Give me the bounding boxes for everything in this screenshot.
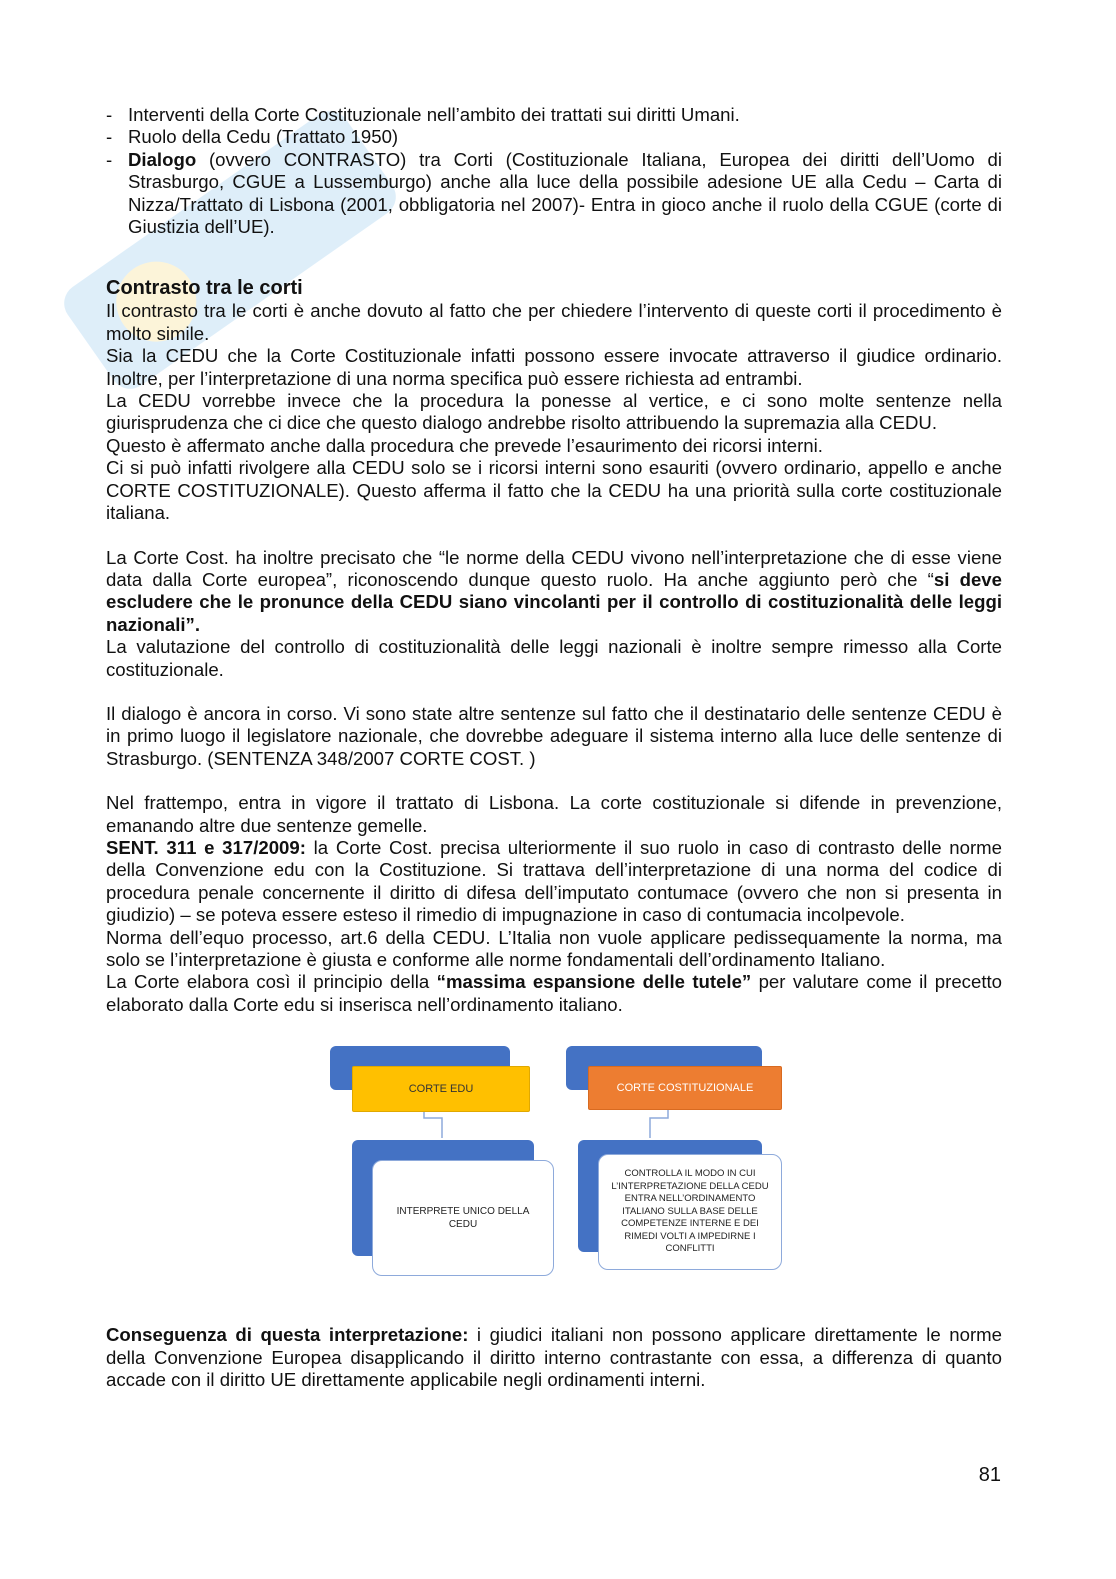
paragraph: SENT. 311 e 317/2009: la Corte Cost. precisa ulteriormente il suo ruolo in caso di contrasto delle norme della Convenzione edu con la Costituzione. Si trattava dell’interpretazione di una norma del codice di procedura penale concernente il diritto di difesa dell’imputato contumace (ovvero che non si presenta in giudizio) – se poteva essere esteso il rimedio di impugnazione in caso di contumacia incolpevole. bbox=[106, 836, 1002, 926]
bullet-list bbox=[106, 104, 1002, 238]
bullet-item: - Ruolo della Cedu (Trattato 1950) bbox=[106, 126, 399, 148]
paragraph: Norma dell’equo processo, art.6 della CEDU. L’Italia non vuole applicare pedissequamente la norma, ma solo se l’interpretazione è giusta e conforme alle norme fondamentali dell’ordinamento Italiano. bbox=[106, 926, 1002, 970]
paragraph: La Corte Cost. ha inoltre precisato che “le norme della CEDU vivono nell’interpretazione che di esse viene data dalla Corte europea”, riconoscendo dunque questo ruolo. Ha anche aggiunto però che “si deve escludere che le pronunce della CEDU siano vincolanti per il controllo di costituzionalità delle leggi nazionali”. bbox=[106, 546, 1002, 635]
page-number: 81 bbox=[978, 1464, 1001, 1486]
paragraph: Questo è affermato anche dalla procedura che prevede l’esaurimento dei ricorsi interni. bbox=[106, 434, 823, 456]
bullet-item: - Dialogo (ovvero CONTRASTO) tra Corti (Costituzionale Italiana, Europea dei diritti dell’Uomo di Strasburgo, CGUE a Lussemburgo) anche alla luce della possibile adesione UE alla Cedu – Carta di Nizza/Trattato di Lisbona (2001, obbligatoria nel 2007)- Entra in gioco anche il ruolo della CGUE (corte di Giustizia dell’UE). bbox=[106, 148, 1002, 238]
paragraph: Conseguenza di questa interpretazione: i giudici italiani non possono applicare direttamente le norme della Convenzione Europea disapplicando il diritto interno contrastante con essa, a differenza di quanto accade con il diritto UE direttamente applicabile negli ordinamenti interni. bbox=[106, 1324, 1002, 1391]
corte-costituzionale-label: CORTE COSTITUZIONALE bbox=[588, 1066, 782, 1110]
paragraph: Il contrasto tra le corti è anche dovuto al fatto che per chiedere l’intervento di queste corti il procedimento è molto simile. bbox=[106, 300, 1002, 344]
paragraph: Nel frattempo, entra in vigore il trattato di Lisbona. La corte costituzionale si difende in prevenzione, emanando altre due sentenze gemelle. bbox=[106, 792, 1002, 836]
paragraph: Ci si può infatti rivolgere alla CEDU solo se i ricorsi interni sono esauriti (ovvero ordinario, appello e anche CORTE COSTITUZIONALE). Questo afferma il fatto che la CEDU ha una priorità sulla corte costituzionale italiana. bbox=[106, 457, 1002, 524]
section-heading: Contrasto tra le corti bbox=[106, 277, 303, 300]
corte-edu-label: CORTE EDU bbox=[352, 1066, 530, 1112]
diagram-connectors bbox=[106, 1042, 1002, 1302]
document-page bbox=[106, 104, 1002, 1391]
courts-diagram bbox=[106, 1042, 1002, 1302]
paragraph: Sia la CEDU che la Corte Costituzionale infatti possono essere invocate attraverso il giudice ordinario. Inoltre, per l’interpretazione di una norma specifica può essere richiesta ad entrambi. bbox=[106, 345, 1002, 389]
paragraph: Il dialogo è ancora in corso. Vi sono state altre sentenze sul fatto che il destinatario delle sentenze CEDU è in primo luogo il legislatore nazionale, che dovrebbe adeguare il sistema interno alla luce delle sentenze di Strasburgo. (SENTENZA 348/2007 CORTE COST. ) bbox=[106, 702, 1002, 769]
corte-costituzionale-description: CONTROLLA IL MODO IN CUI L’INTERPRETAZIONE DELLA CEDU ENTRA NELL’ORDINAMENTO ITALIANO SULLA BASE DELLE COMPETENZE INTERNE E DEI RIMEDI VOLTI A IMPEDIRNE I CONFLITTI bbox=[598, 1154, 782, 1270]
paragraph: La Corte elabora così il principio della “massima espansione delle tutele” per valutare come il precetto elaborato dalla Corte edu si inserisca nell’ordinamento italiano. bbox=[106, 971, 1002, 1015]
bullet-item: - Interventi della Corte Costituzionale nell’ambito dei trattati sui diritti Umani. bbox=[106, 104, 740, 125]
paragraph: La CEDU vorrebbe invece che la procedura la ponesse al vertice, e ci sono molte sentenze nella giurisprudenza che ci dice che questo dialogo andrebbe risolto attribuendo la supremazia alla CEDU. bbox=[106, 390, 1002, 434]
corte-edu-description: INTERPRETE UNICO DELLA CEDU bbox=[372, 1160, 554, 1276]
paragraph: La valutazione del controllo di costituzionalità delle leggi nazionali è inoltre sempre rimesso alla Corte costituzionale. bbox=[106, 636, 1002, 680]
